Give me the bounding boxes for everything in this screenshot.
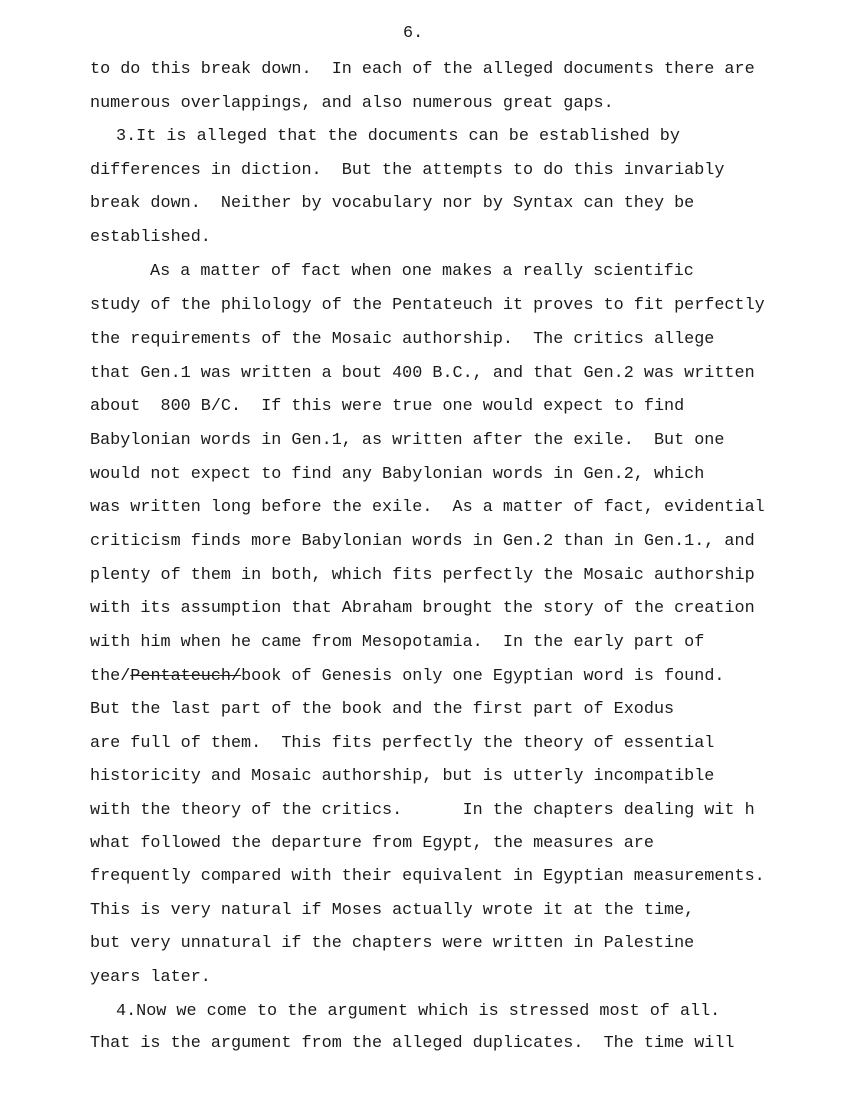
text-line: to do this break down. In each of the alleged documents there are <box>90 60 755 79</box>
page-number: 6. <box>403 24 424 43</box>
text-line: That is the argument from the alleged duplicates. The time will <box>90 1034 735 1053</box>
text-line: differences in diction. But the attempts to do this invariably <box>90 161 725 180</box>
text-line: As a matter of fact when one makes a really scientific <box>150 262 694 281</box>
text-line: Babylonian words in Gen.1, as written after the exile. But one <box>90 431 725 450</box>
text-fragment: book of Genesis only one Egyptian word is found. <box>241 667 725 686</box>
text-line: are full of them. This fits perfectly the theory of essential <box>90 734 715 753</box>
text-line: the requirements of the Mosaic authorship. The critics allege <box>90 330 715 349</box>
text-line: years later. <box>90 968 211 987</box>
text-line: 3.It is alleged that the documents can be established by <box>116 127 680 146</box>
text-line: criticism finds more Babylonian words in Gen.2 than in Gen.1., and <box>90 532 755 551</box>
text-line: with its assumption that Abraham brought the story of the creation <box>90 599 755 618</box>
text-line: with him when he came from Mesopotamia. In the early part of <box>90 633 705 652</box>
text-line: historicity and Mosaic authorship, but is utterly incompatible <box>90 767 715 786</box>
text-line: 4.Now we come to the argument which is stressed most of all. <box>116 1002 721 1021</box>
text-line: but very unnatural if the chapters were written in Palestine <box>90 934 695 953</box>
text-line: would not expect to find any Babylonian words in Gen.2, which <box>90 465 705 484</box>
text-line: But the last part of the book and the first part of Exodus <box>90 700 675 719</box>
text-line: with the theory of the critics. In the chapters dealing wit h <box>90 801 755 820</box>
text-line: break down. Neither by vocabulary nor by Syntax can they be <box>90 194 695 213</box>
text-line: numerous overlappings, and also numerous great gaps. <box>90 94 614 113</box>
text-line: what followed the departure from Egypt, the measures are <box>90 834 654 853</box>
text-fragment: the/ <box>90 667 131 686</box>
text-line: established. <box>90 228 211 247</box>
struck-word: Pentateuch/ <box>130 667 242 686</box>
text-line: frequently compared with their equivalent in Egyptian measurements. <box>90 867 765 886</box>
text-line <box>90 667 724 687</box>
text-line: was written long before the exile. As a matter of fact, evidential <box>90 498 765 517</box>
text-line: about 800 B/C. If this were true one would expect to find <box>90 397 685 416</box>
text-line: plenty of them in both, which fits perfectly the Mosaic authorship <box>90 566 755 585</box>
text-line: study of the philology of the Pentateuch it proves to fit perfectly <box>90 296 765 315</box>
text-line: This is very natural if Moses actually wrote it at the time, <box>90 901 695 920</box>
text-line: that Gen.1 was written a bout 400 B.C., and that Gen.2 was written <box>90 364 755 383</box>
